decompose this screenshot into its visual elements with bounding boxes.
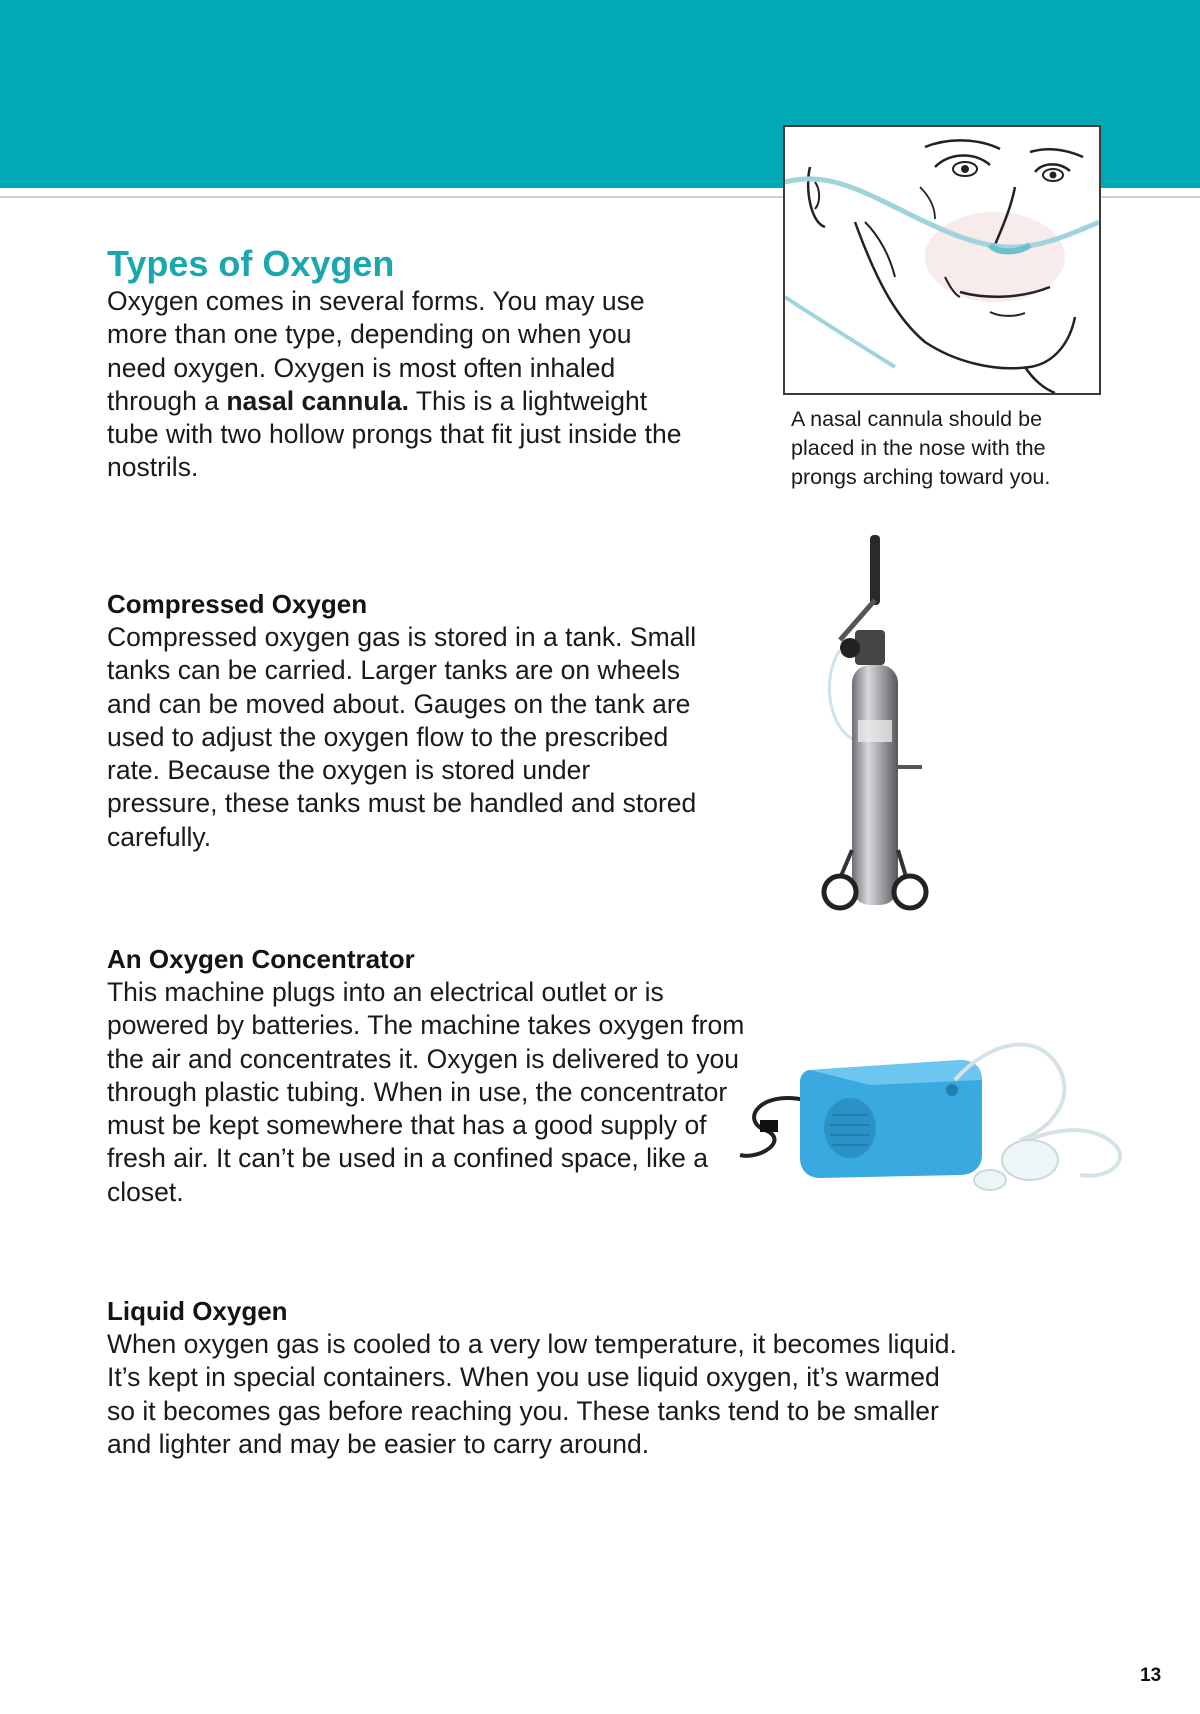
intro-section	[107, 243, 697, 485]
oxygen-concentrator-image	[720, 1010, 1140, 1230]
compressed-oxygen-heading: Compressed Oxygen	[107, 589, 368, 619]
compressed-oxygen-section	[107, 587, 707, 854]
intro-text-1: Oxygen comes in several forms. You may use more than one type, depending on when you need oxygen. Oxygen is most often inhaled through a	[107, 286, 645, 416]
face-with-cannula-icon	[785, 127, 1099, 393]
cannula-caption: A nasal cannula should be placed in the nose with the prongs arching toward you.	[791, 407, 1051, 489]
intro-text-2: This is a lightweight tube with two hollow prongs that fit just inside the nostrils.	[107, 385, 682, 483]
intro-bold-term: nasal cannula.	[226, 385, 409, 416]
oxygen-concentrator-icon	[720, 1010, 1140, 1230]
concentrator-heading: An Oxygen Concentrator	[107, 944, 415, 974]
page-title: Types of Oxygen	[107, 243, 395, 284]
nasal-cannula-image	[783, 125, 1101, 395]
oxygen-tank-image	[760, 530, 960, 930]
compressed-oxygen-body: Compressed oxygen gas is stored in a tank. Small tanks can be carried. Larger tanks are on wheels and can be moved about. Gauges on the tank are used to adjust the oxygen flow to the prescribed rate. Because the oxygen is stored under pressure, these tanks must be handled and stored carefully.	[107, 622, 697, 852]
intro-paragraph	[107, 285, 697, 485]
liquid-oxygen-heading: Liquid Oxygen	[107, 1296, 288, 1326]
concentrator-body: This machine plugs into an electrical outlet or is powered by batteries. The machine takes oxygen from the air and concentrates it. Oxygen is delivered to you through plastic tubing. When in use, the concentrator must be kept somewhere that has a good supply of fresh air. It can’t be used in a confined space, like a closet.	[107, 977, 745, 1207]
oxygen-tank-icon	[760, 530, 960, 930]
concentrator-section	[107, 942, 747, 1209]
page-number: 13	[1140, 1665, 1162, 1686]
liquid-oxygen-body: When oxygen gas is cooled to a very low temperature, it becomes liquid. It’s kept in special containers. When you use liquid oxygen, it’s warmed so it becomes gas before reaching you. These tanks tend to be smaller and lighter and may be easier to carry around.	[107, 1329, 957, 1459]
liquid-oxygen-section	[107, 1294, 967, 1461]
